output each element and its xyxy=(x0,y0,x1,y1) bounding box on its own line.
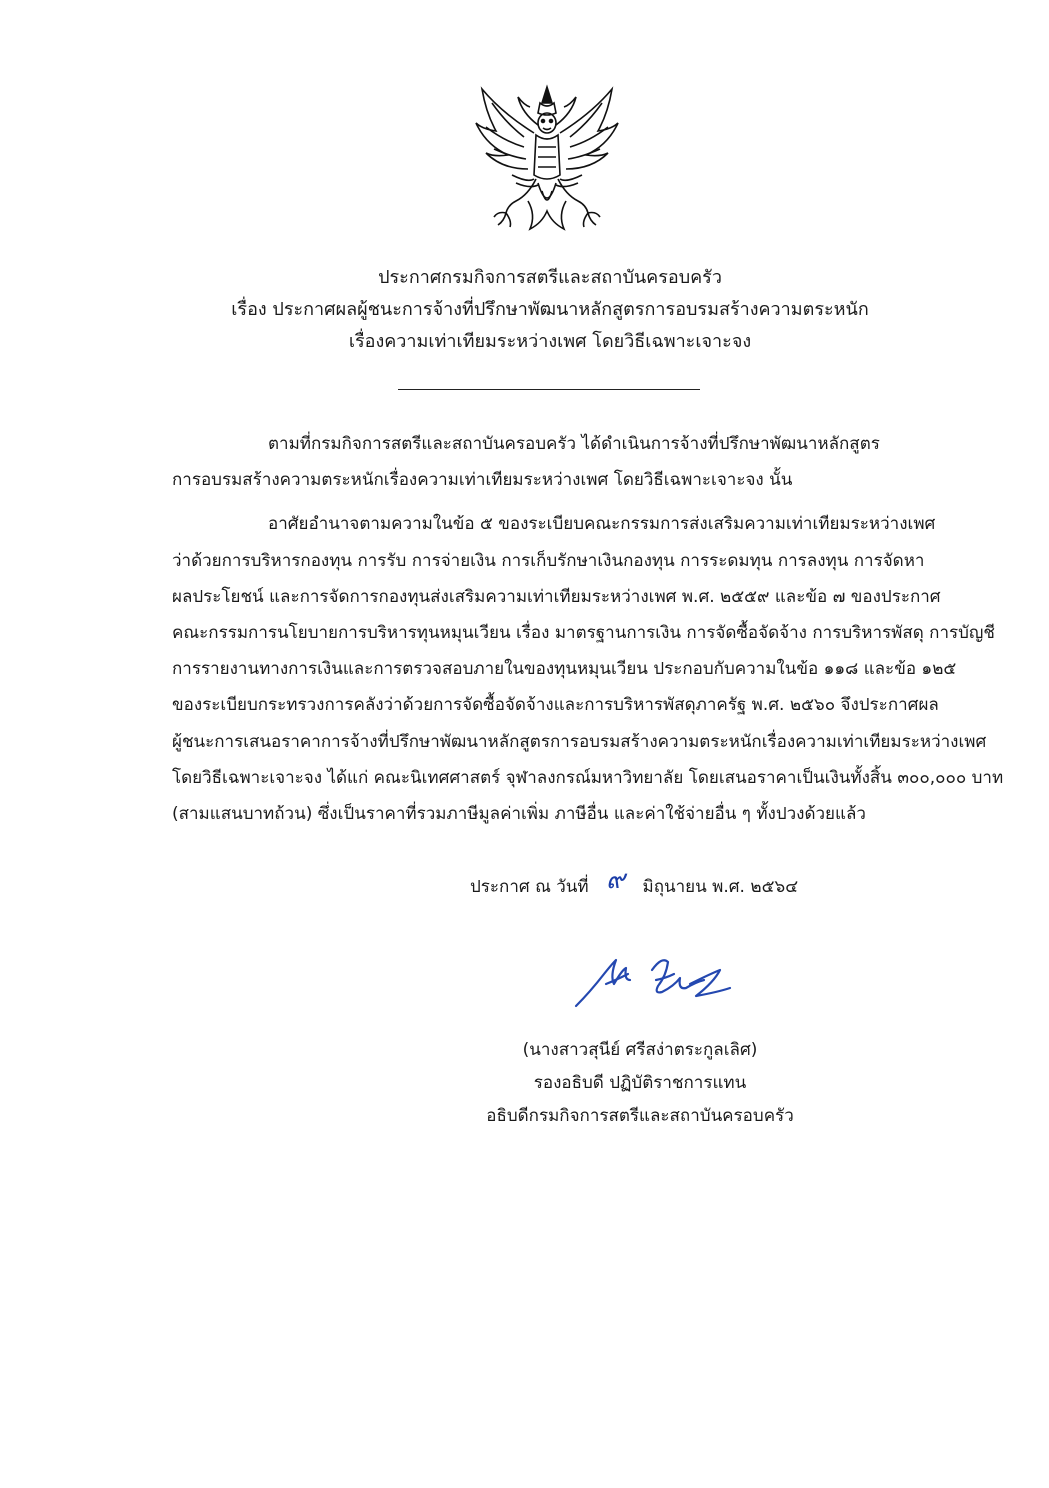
garuda-emblem-icon xyxy=(472,83,622,235)
title-line-1: ประกาศกรมกิจการสตรีและสถาบันครอบครัว xyxy=(378,267,722,288)
paragraph-2 xyxy=(172,506,1004,832)
paragraph-line: การรายงานทางการเงินและการตรวจสอบภายในของทุนหมุนเวียน ประกอบกับความในข้อ ๑๑๘ และข้อ ๑๒๕ xyxy=(172,659,957,680)
date-month-year: มิถุนายน พ.ศ. ๒๕๖๔ xyxy=(642,877,799,897)
title-block xyxy=(120,262,980,358)
paragraph-line: ผลประโยชน์ และการจัดการกองทุนส่งเสริมความเท่าเทียมระหว่างเพศ พ.ศ. ๒๕๕๙ และข้อ ๗ ของประกาศ xyxy=(172,586,941,607)
handwritten-signature xyxy=(570,940,750,1020)
paragraph-line: โดยวิธีเฉพาะเจาะจง ได้แก่ คณะนิเทศศาสตร์ จุฬาลงกรณ์มหาวิทยาลัย โดยเสนอราคาเป็นเงินทั้งสิ้น ๓๐๐,๐๐๐ บาท xyxy=(172,767,1004,788)
date-day-handwritten: ๙ xyxy=(606,865,626,895)
title-divider xyxy=(398,389,700,390)
paragraph-1 xyxy=(172,426,962,498)
paragraph-line: อาศัยอำนาจตามความในข้อ ๕ ของระเบียบคณะกรรมการส่งเสริมความเท่าเทียมระหว่างเพศ xyxy=(268,514,936,535)
paragraph-line: ว่าด้วยการบริหารกองทุน การรับ การจ่ายเงิน การเก็บรักษาเงินกองทุน การระดมทุน การลงทุน การจัดหา xyxy=(172,550,925,571)
paragraph-line: ผู้ชนะการเสนอราคาการจ้างที่ปรึกษาพัฒนาหลักสูตรการอบรมสร้างความตระหนักเรื่องความเท่าเทียมระหว่างเพศ xyxy=(172,731,987,752)
paragraph-line: (สามแสนบาทถ้วน) ซึ่งเป็นราคาที่รวมภาษีมูลค่าเพิ่ม ภาษีอื่น และค่าใช้จ่ายอื่น ๆ ทั้งปวงด้วยแล้ว xyxy=(172,804,866,825)
signatory-name: (นางสาวสุนีย์ ศรีสง่าตระกูลเลิศ) xyxy=(522,1040,758,1060)
date-prefix: ประกาศ ณ วันที่ xyxy=(470,877,589,897)
paragraph-line: คณะกรรมการนโยบายการบริหารทุนหมุนเวียน เรื่อง มาตรฐานการเงิน การจัดซื้อจัดจ้าง การบริหารพัสดุ การบัญชี xyxy=(172,623,995,644)
signatory-position-1: รองอธิบดี ปฏิบัติราชการแทน xyxy=(533,1073,747,1093)
title-line-2: เรื่อง ประกาศผลผู้ชนะการจ้างที่ปรึกษาพัฒนาหลักสูตรการอบรมสร้างความตระหนัก xyxy=(231,299,869,320)
signatory-block xyxy=(460,1034,820,1133)
paragraph-line: ตามที่กรมกิจการสตรีและสถาบันครอบครัว ได้ดำเนินการจ้างที่ปรึกษาพัฒนาหลักสูตร xyxy=(268,434,880,454)
announcement-date xyxy=(470,865,799,902)
body-text xyxy=(172,426,1004,832)
title-line-3: เรื่องความเท่าเทียมระหว่างเพศ โดยวิธีเฉพาะเจาะจง xyxy=(348,331,752,352)
signatory-position-2: อธิบดีกรมกิจการสตรีและสถาบันครอบครัว xyxy=(486,1106,794,1126)
paragraph-line: ของระเบียบกระทรวงการคลังว่าด้วยการจัดซื้อจัดจ้างและการบริหารพัสดุภาครัฐ พ.ศ. ๒๕๖๐ จึงประกาศผล xyxy=(172,695,939,716)
paragraph-line: การอบรมสร้างความตระหนักเรื่องความเท่าเทียมระหว่างเพศ โดยวิธีเฉพาะเจาะจง นั้น xyxy=(172,470,793,491)
